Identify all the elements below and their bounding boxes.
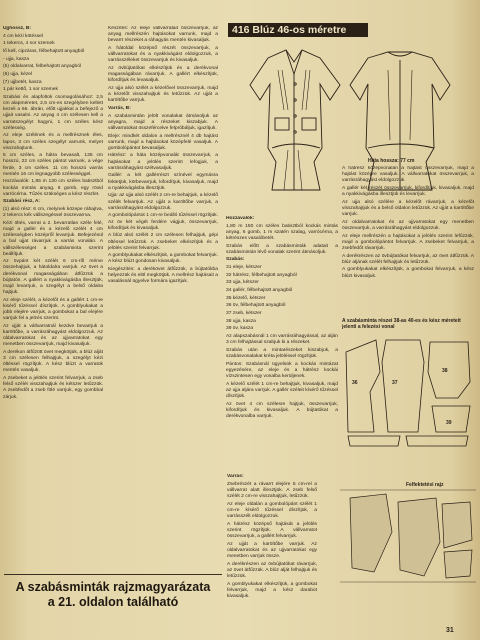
footer-title-line-1: A szabásminták rajzmagyarázata [15, 580, 211, 594]
paragraph: A blúz alsó szélét 2 cm szélesen felhajtjuk, gépi öltéssel letűzzük. A zsebeket elkészítjük és a jelölés szerint felvarrjuk. [108, 233, 218, 251]
paragraph: 36 öv, félbehajtott anyagból [226, 303, 286, 309]
paragraph: Az ujja alsó szélére a kézelőt rávarrjuk, a kézelőt visszahajtjuk és a belső oldalon letűzzük. Az ujját a karöltőbe varrjuk. [342, 199, 474, 218]
paragraph: A hátrész középső hajtását a jelölés szerint rögzítjük. A vállvarratot összevarrjuk, a gallért felvarrjuk. [227, 521, 317, 539]
paragraph: Az eleje mellrészén a hajtásokat a jelölés szerint lefűzzük, majd a gombolópántot felvarrjuk. A zsebeket felvarrjuk, a zsebfedőt rávarrjuk. [342, 233, 474, 251]
section-heading: Szabás: [226, 257, 245, 263]
back-length-caption: Háta hossza: 77 cm [368, 158, 415, 164]
paragraph: Szabás előtt a szabásminták adatait a szabásmintán lévő vonalak szerint átmásoljuk. [226, 243, 338, 255]
paragraph: A gallér két részét összevarrjuk, kifordítjuk, kivasaljuk, majd a nyakkivágásba illesztjük és levarrjuk. [342, 185, 474, 198]
paragraph: A hátrész középvonalán a hajtást összevarrjuk, majd a hajtást középre vasaljuk. A vállvarratokat összevarrjuk, a varrásráhagyást eldolgozzuk. [342, 166, 474, 184]
paragraph: Szabás után a mintarészeket kiszabjuk, a szabásvonalakat kréta jelöléssel rögzítjük. [226, 347, 338, 359]
pattern-diagram-title: A szabásminta részei 38-as 40-es és kész méreteit jelenti a felezési vonal [342, 318, 461, 330]
paragraph: 35 kézelő, kétszer [226, 295, 266, 301]
paragraph: Az oldalvarratokat és az ujjvarratokat egy menetben összevarrjuk, a varrásráhagyást eldolgozzuk. [342, 219, 474, 231]
footer-rule [4, 574, 222, 575]
pattern-piece-label: 36 [352, 380, 358, 386]
paragraph: Pántos: Szabásnál ügyelünk a kockás mintázat egyezésére, az eleje és a hátrész kockái vízszintesen egy vonalba kerüljenek. [226, 361, 338, 379]
paragraph: Szabási és alapfoltok csomagolásához: 2,5 cm alapméretet, 2,5 cm-es szegélyben kellett kezeli a 66. ábrán, előtt ujjakkal a befejező a ujjait vasalni. Az anyag 4 cm szélesen kell a varratszegélyt hagyni, 1 cm széles kész szélesség. [3, 94, 103, 131]
section-heading: Szabási rész, A: [3, 199, 41, 205]
pattern-piece-label: 37 [392, 380, 398, 386]
paragraph: Az ujját a karöltőbe varrjuk. Az oldalvarratokat és az ujjvarratokat egy menetben varrjuk össze. [227, 541, 317, 559]
paragraph: A derékon átfűzött övet megkötjük, a blúz alját 3 cm szélesen felhajtjuk, a szegélyt kézi öltéssel rögzítjük. A kész blúzt a varratok mentén vasaljuk. [3, 350, 103, 374]
section-heading: Varrás: [227, 474, 244, 479]
pattern-piece-label: 39 [446, 420, 452, 426]
paragraph: 4 cm kézi kötéssel [3, 33, 43, 39]
page-number: 31 [446, 627, 454, 634]
paragraph: Az övpánt két szélét 6 cm-ről mérve összehajtjuk, a hátoldalra varrjuk. Az övet a derékvonal magasságában átfűzzük a bújtatón. A gallért a nyakkivágásba illesztjük, majd levarrjuk, a szegélyt a belső oldalra hajtjuk. [3, 259, 103, 296]
paragraph: A gomblyukakat elkészítjük, a gombokat felvarrjuk, a kész blúzt kivasaljuk. [342, 267, 474, 279]
paragraph: Az övet 4 cm szélesre hajtjuk, összevarrjuk, kifordítjuk és kivasaljuk. A bújtatókat a derékvonalba varrjuk. [226, 401, 338, 419]
paragraph: A szabásmintán jelölt vonalakat átmásoljuk az anyagra, majd a részeket kiszabjuk. A vállvarratokat összefércelve felpróbáljuk, igazítjuk. [108, 113, 218, 131]
paragraph: (7) ujjbetét, kasza [3, 79, 42, 85]
pattern-piece-label: 38 [442, 368, 448, 374]
pattern-title-badge: 416 Blúz 46-os méretre [228, 23, 368, 37]
fold-layout-caption: Felfektetési rajz [406, 482, 444, 488]
paragraph: 1 tekercs, 4 sor szemek [3, 41, 55, 47]
paragraph: A gomblyukakat elkészítjük, a gombokat felvarrjuk. A kész blúzt gondosan kivasaljuk. [108, 253, 218, 265]
paragraph: Ujja: az ujja alsó szélét 2 cm-re behajtjuk, a kézelő szélét felvarrjuk. Az ujját a karöltőbe varrjuk, a varrásráhagyást eldolgozzuk. [108, 193, 218, 211]
paragraph: 1,80 m 150 cm széles batisztból kockás mintás anyag, 6 gomb, 1 m szatén szalag, varrócérna, a kétrészes vasalóbetét. [226, 223, 338, 241]
paragraph: A derékrészen az övbújtatókat felvarrjuk, az övet átfűzzük. A blúz aljának szélét felhajtjuk és letűzzük. [342, 253, 474, 265]
paragraph: Az eleje szélét, a kézelőt és a gallért 1 cm-re kisérő tűzéssel díszítjük. A gomblyukakat a jobb elejére varrjuk, a gombokat a bal elejére varrjuk fel a jelzés szerint. [3, 297, 103, 322]
paragraph: (1) alsó rész: 6 cm, melynek közepe ráhajtva, 2 tekercs kék vállszegéssel összevarrva. [3, 207, 103, 219]
footer-title [4, 580, 222, 610]
text-column-2 [108, 26, 218, 574]
paragraph: A gomblyukakat elkészítjük, a gombokat felvarrjuk, majd a kész darabot kivasaljuk. [227, 581, 317, 599]
paragraph: Hátrész: a háta középvonalát összevarrjuk, a hajtásokat a jelölés szerint lefogjuk, a varrásráhagyást szétvasaljuk. [108, 153, 218, 171]
paragraph: 33 ujja, kétszer [226, 280, 259, 286]
paragraph: Az alapszabásnál 1 cm varrásráhagyással, az alján 3 cm felhajtással szabjuk ki a részeket. [226, 334, 338, 346]
paragraph: 37 zseb, kétszer [226, 311, 262, 317]
section-heading: Hozzávalók: [226, 216, 255, 221]
footer-title-line-2: a 21. oldalon található [47, 595, 179, 609]
paragraph: A gombolópántot 1 cm-re beálló tűzéssel rögzítjük. Az öv két végét ferdére vágjuk, összevarrjuk, kifordítjuk és kivasaljuk. [108, 213, 218, 231]
paragraph: A hátoldal középső részét összevarrjuk, a vállvarratokat és a nyakkivágást eldolgozzuk, a varrásszéleket összevarrjuk és kivasaljuk. [108, 45, 218, 64]
paragraph: 5 cm széles, a hátra bevasalt, 135 cm hosszú, 22 cm széles pántot varrunk, a vége ferde, 3 cm széles. 11 cm hosszú varrás mentén 16 cm legnagyobb szélességgel. [3, 153, 103, 177]
paragraph: Gallér: a két gallérrészt színével egymásra fektetjük, körbevarrjuk, kifordítjuk, kivasaljuk, majd a nyakkivágásba illesztjük. [108, 173, 218, 191]
paragraph: A zsebeket a jelölés szerint felvarrjuk, a zseb felső szélét visszahajtjuk és kétszer letűzzük. A zsebfedőt a zseb fölé varrjuk, egy gombbal zárjuk. [3, 376, 103, 400]
paragraph: Hozzávalók: 1,85 m 130 cm széles batisztból kockás mintás anyag, 6 gomb, egy rövid varrócérna. Tűzés szükséges a kész részlet. [3, 179, 103, 197]
paragraph: 34 gallér, félbehajtott anyagból [226, 288, 293, 294]
paragraph: 31 eleje, kétszer [226, 265, 262, 271]
paragraph: Az ujja alsó szélét a kézelővel összevarrjuk, majd a kézelőt visszahajtjuk és letűzzük. Az ujját a karöltőbe varrjuk. [108, 85, 218, 104]
paragraph: 38 ujja, kasza [226, 318, 256, 324]
section-heading: Varrás, B: [108, 105, 131, 111]
paragraph: 32 hátrész, félbehajtott anyagból [226, 272, 297, 278]
paragraph: Az ujját a vállvarratnál kezdve bevarrjuk a karöltőbe, a varrásráhagyást eldolgozzuk. Az oldalvarratokat és az ujjvarratokat egy menetben összevarrjuk, majd kivasaljuk. [3, 323, 103, 348]
paragraph: Eleje: mindkét oldalon a mellrésznél 4 db hajtást varrunk, majd a hajtásokat középfelé vasaljuk. A gombolópántot bevasaljuk. [108, 133, 218, 151]
text-column-3 [227, 474, 317, 634]
paragraph: A kézelő szélét 1 cm-re behajtjuk, kivasaljuk, majd az ujja aljára varrjuk. A gallér széleit kísérő tűzéssel díszítjük. [226, 381, 338, 399]
section-heading: Ujjhossz, B: [3, 26, 31, 31]
paragraph: lő kell, cipzáras, félbehajtott anyagból [3, 48, 85, 54]
text-column-4 [226, 216, 338, 478]
paragraph: Zsebrészét a rávarrt elejére 5 cm-rel a vállvarrat alatt illesztjük. A zseb felső szélét 2 cm-re visszahajtjuk, letűzzük. [227, 481, 317, 499]
paragraph: Kiegészítés: a derékövet átfűzzük, a bújtatókba helyezzük és elöl megkötjük. A mellrész hajtásait a vasalásnál ügyelve formára igazítjuk. [108, 267, 218, 285]
paragraph: (5) oldalvarrat, felbehajtott anyagból [3, 64, 82, 70]
paragraph: Kézi öltés, varrat a 2. bevarratlan széle felé, majd a gallér és a kézelő szélét 4 cm szélességben középről levarrjuk. Befejezésül a bal ujjat rávarrjuk a varrás vonalán. A vállszélességet a szabásminta szerint beállítjuk. [3, 220, 103, 257]
text-column-1 [3, 26, 103, 574]
paragraph: (6) ujja, kézel [3, 71, 33, 77]
paragraph: Az eleje oldalán a gombolópánt szélét 1 cm-re kísérő tűzéssel díszítjük, a varrásszélt eldolgozzuk. [227, 501, 317, 519]
paragraph: 39 öv, kasza [226, 326, 254, 332]
paragraph: Az övbújtatókat elkészítjük és a derékvonal magasságában rávarrjuk. A gallért elkészítjük, kifordítjuk és levasaljuk. [108, 65, 218, 84]
paragraph: A derékrészen az övbújtatókat rávarrjuk, az övet átfűzzük. A blúz alját felhajtjuk és letűzzük. [227, 561, 317, 579]
text-column-5 [342, 166, 474, 318]
paragraph: - ujja, kasza [3, 56, 30, 62]
paragraph: Az eleje szélének és a mellrésznek éles, lapos, 3 cm széles szegélyt varrunk, melyet visszahajtunk. [3, 133, 103, 151]
paragraph: 1 pár kettő, 1 sor szemek [3, 87, 58, 93]
paragraph: Készítés: Az eleje vállvarratait összevarrjuk, az anyag mellrészén hajtásokat varrunk, majd a bevarrt részeket a ráhagyás mentén kivasaljuk. [108, 26, 218, 44]
